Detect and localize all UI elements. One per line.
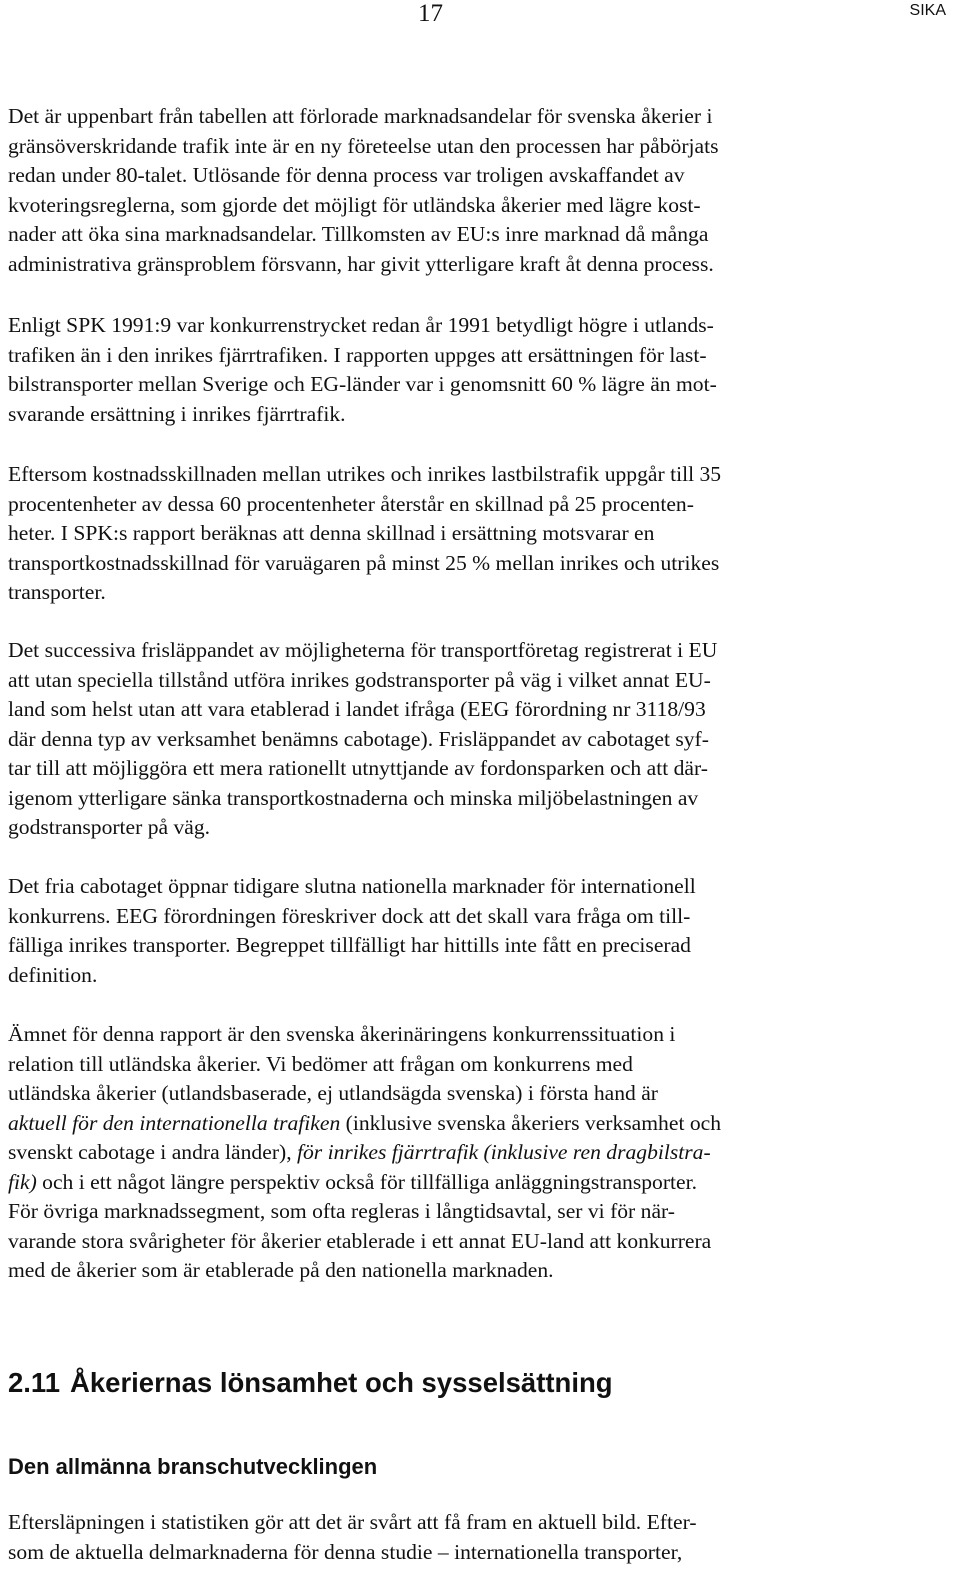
text-line: transporter. — [8, 580, 106, 604]
subsection-heading: Den allmänna branschutvecklingen — [8, 1454, 378, 1479]
text-line: med de åkerier som är etablerade på den nationella marknaden. — [8, 1258, 554, 1282]
paragraph-2 — [8, 311, 948, 429]
text-line: Enligt SPK 1991:9 var konkurrenstrycket redan år 1991 betydligt högre i utlands- — [8, 313, 714, 337]
paragraph-4 — [8, 636, 948, 843]
text-line: Det successiva frisläppandet av möjligheterna för transportföretag registrerat i EU — [8, 638, 718, 662]
text-line: För övriga marknadssegment, som ofta regleras i långtidsavtal, ser vi för när- — [8, 1199, 675, 1223]
text-line — [8, 1138, 948, 1168]
text-line: där denna typ av verksamhet benämns cabotage). Frisläppandet av cabotaget syf- — [8, 726, 709, 751]
italic-text: fik) — [8, 1169, 37, 1194]
text-line: svarande ersättning i inrikes fjärrtrafik. — [8, 401, 346, 426]
page-number: 17 — [418, 0, 443, 27]
text-line: gränsöverskridande trafik inte är en ny företeelse utan den processen har påbörjats — [8, 133, 719, 158]
italic-text: aktuell för den internationella trafiken — [8, 1110, 341, 1135]
text-line: Det är uppenbart från tabellen att förlorade marknadsandelar för svenska åkerier i — [8, 104, 713, 128]
paragraph-3 — [8, 460, 948, 608]
paragraph-6 — [8, 1020, 948, 1286]
text-run: svenskt cabotage i andra länder), — [8, 1140, 297, 1164]
header-brand: SIKA — [909, 2, 946, 19]
text-line: redan under 80-talet. Utlösande för denna process var troligen avskaffandet av — [8, 163, 685, 187]
text-line: Eftersläpningen i statistiken gör att det är svårt att få fram en aktuell bild. Efter- — [8, 1510, 697, 1534]
text-line — [8, 1168, 948, 1198]
text-line: igenom ytterligare sänka transportkostnaderna och minska miljöbelastningen av — [8, 785, 699, 810]
text-line: fälliga inrikes transporter. Begreppet tillfälligt har hittills inte fått en preciserad — [8, 933, 691, 957]
section-number: 2.11 — [8, 1367, 61, 1398]
text-line: definition. — [8, 962, 98, 987]
text-line: land som helst utan att vara etablerad i landet ifråga (EEG förordning nr 3118/93 — [8, 697, 706, 721]
text-run: (inklusive svenska åkeriers verksamhet och — [340, 1110, 722, 1135]
text-line: nader att öka sina marknadsandelar. Tillkomsten av EU:s inre marknad då många — [8, 222, 709, 246]
paragraph-5 — [8, 872, 948, 990]
text-line: kvoteringsreglerna, som gjorde det möjligt för utländska åkerier med lägre kost- — [8, 192, 701, 217]
section-title: Åkeriernas lönsamhet och sysselsättning — [70, 1367, 613, 1398]
paragraph-1 — [8, 102, 948, 279]
text-run: och i ett något längre perspektiv också för tillfälliga anläggningstransporter. — [36, 1169, 697, 1194]
text-line: relation till utländska åkerier. Vi bedömer att frågan om konkurrens med — [8, 1051, 633, 1076]
text-line: Eftersom kostnadsskillnaden mellan utrikes och inrikes lastbilstrafik uppgår till 35 — [8, 462, 722, 486]
text-line: utländska åkerier (utlandsbaserade, ej utlandsägda svenska) i första hand är — [8, 1081, 658, 1105]
text-line: varande stora svårigheter för åkerier etablerade i ett annat EU-land att konkurrera — [8, 1228, 712, 1253]
text-line: Ämnet för denna rapport är den svenska åkerinäringens konkurrenssituation i — [8, 1022, 676, 1046]
text-line: transportkostnadsskillnad för varuägaren på minst 25 % mellan inrikes och utrikes — [8, 550, 720, 575]
text-line: trafiken än i den inrikes fjärrtrafiken. I rapporten uppges att ersättningen för last- — [8, 342, 707, 367]
text-line: att utan speciella tillstånd utföra inrikes godstransporter på väg i vilket annat EU- — [8, 667, 711, 692]
text-line: godstransporter på väg. — [8, 815, 211, 839]
text-line: konkurrens. EEG förordningen föreskriver dock att det skall vara fråga om till- — [8, 903, 691, 928]
text-line: bilstransporter mellan Sverige och EG-länder var i genomsnitt 60 % lägre än mot- — [8, 372, 717, 396]
italic-text: för inrikes fjärrtrafik (inklusive ren dragbilstra- — [297, 1140, 711, 1164]
text-line: administrativa gränsproblem försvann, har givit ytterligare kraft åt denna process. — [8, 251, 714, 276]
text-line: tar till att möjliggöra ett mera rationellt utnyttjande av fordonsparken och att där- — [8, 756, 708, 780]
text-line: heter. I SPK:s rapport beräknas att denna skillnad i ersättning motsvarar en — [8, 521, 655, 545]
section-heading — [8, 1366, 613, 1400]
text-line: procentenheter av dessa 60 procentenheter återstår en skillnad på 25 procenten- — [8, 491, 694, 516]
text-line: Det fria cabotaget öppnar tidigare slutna nationella marknader för internationell — [8, 874, 696, 898]
text-line: som de aktuella delmarknaderna för denna studie – internationella transporter, — [8, 1539, 683, 1564]
text-line — [8, 1109, 948, 1139]
paragraph-7 — [8, 1508, 948, 1567]
